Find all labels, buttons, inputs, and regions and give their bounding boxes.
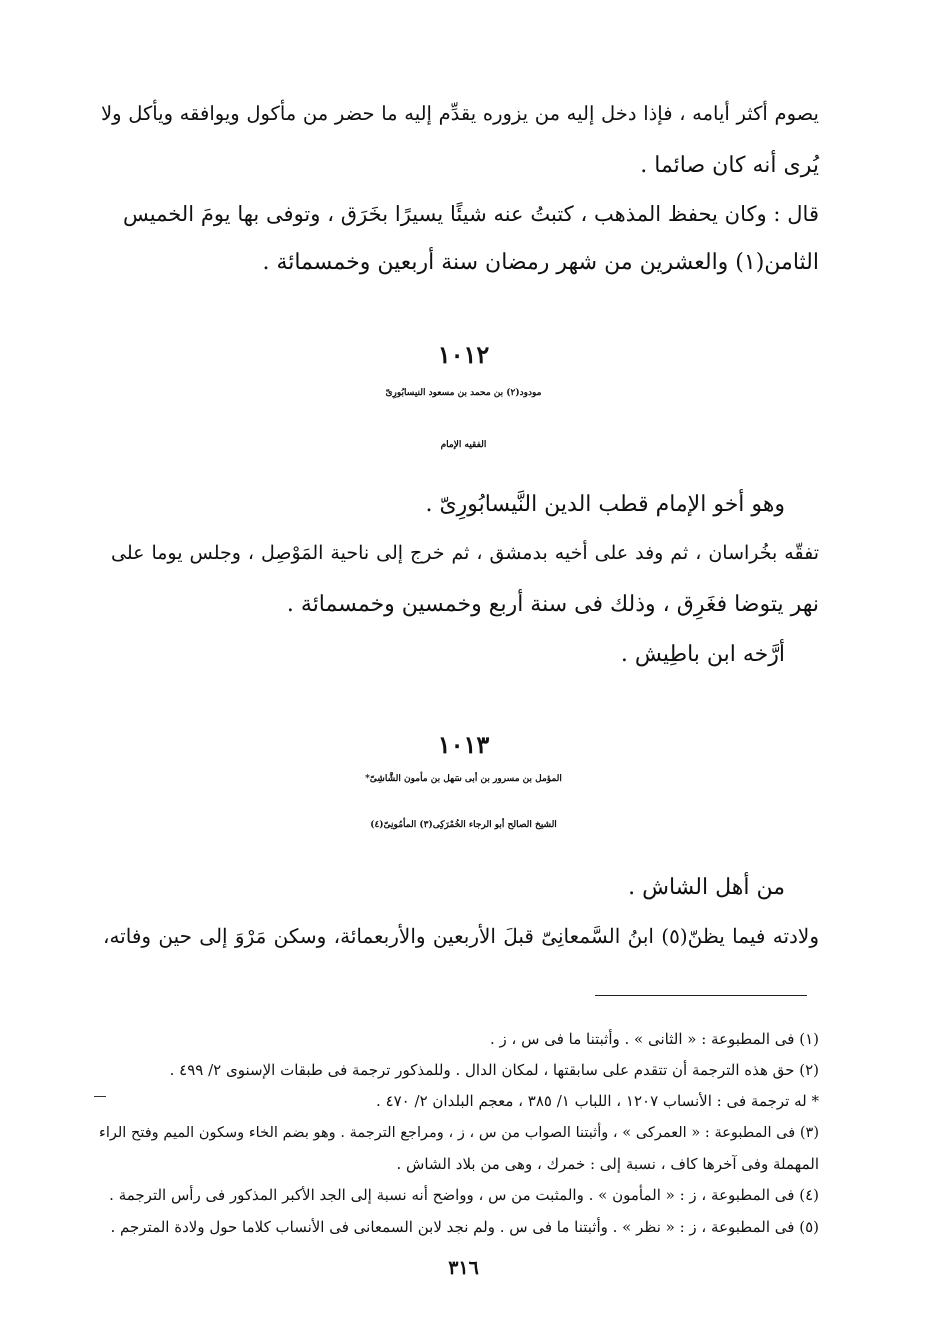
entry-1012-line-2: تفقّه بخُراسان ، ثم وفد على أخيه بدمشق ، ثم خرج إلى ناحية المَوْصِل ، وجلس يوما على [111, 542, 819, 564]
entry-number-1013: ١٠١٣ [437, 730, 490, 759]
footnote-5: (٥) فى المطبوعة ، ز : « نظر » . وأثبتنا ما فى س . ولم نجد لابن السمعانى فى الأنساب كلاما حول ولادة المترجم . [110, 1218, 819, 1236]
entry-subtitle-1012: الفقيه الإمام [440, 440, 487, 450]
entry-1012-line-4: أرَّخه ابن باطِيش . [620, 642, 785, 667]
footnote-1: (١) فى المطبوعة : « الثانى » . وأثبتنا ما فى س ، ز . [489, 1030, 819, 1048]
body-line-4: الثامن(١) والعشرين من شهر رمضان سنة أربعين وخمسمائة . [262, 250, 819, 275]
entry-title-1012: مودود(٢) بن محمد بن مسعود النيسابُورِىّ [385, 388, 542, 398]
footnote-2: (٢) حق هذه الترجمة أن تتقدم على سابقتها ، لمكان الدال . وللمذكور ترجمة فى طبقات الإسنوى ٢/ ٤٩٩ . [169, 1061, 819, 1079]
body-line-3: قال : وكان يحفظ المذهب ، كتبتُ عنه شيئًا يسيرًا بخَرَق ، وتوفى بها يومَ الخميس [123, 202, 819, 226]
entry-title-1013: المؤمل بن مسرور بن أبى سَهل بن مأمون الشَّاشِىّ* [365, 774, 562, 784]
entry-1012-line-1: وهو أخو الإمام قطب الدين النَّيسابُورِىّ . [425, 492, 785, 517]
entry-1013-line-1: من أهل الشاش . [628, 875, 785, 900]
footnote-3-line-1: (٣) فى المطبوعة : « العمركى » ، وأثبتنا الصواب من س ، ز ، ومراجع الترجمة . وهو بضم الخاء وسكون الميم وفتح الراء [99, 1125, 819, 1141]
entry-subtitle-1013: الشيخ الصالح أبو الرجاء الخُمْرَكِى(٣) المأمُونِىّ(٤) [370, 820, 557, 830]
footnote-star: * له ترجمة فى : الأنساب ١٢٠٧ ، اللباب ١/ ٣٨٥ ، معجم البلدان ٢/ ٤٧٠ . [376, 1092, 819, 1110]
footnote-4: (٤) فى المطبوعة ، ز : « المأمون » . والمثبت من س ، وواضح أنه نسبة إلى الجد الأكبر المذكور فى رأس الترجمة . [109, 1186, 819, 1204]
entry-1013-line-2: ولادته فيما يظنّ(٥) ابنُ السَّمعانِىّ قبلَ الأربعين والأربعمائة، وسكن مَرْوَ إلى حين وفاته، [103, 924, 819, 948]
entry-number-1012: ١٠١٢ [437, 340, 490, 369]
body-line-2: يُرى أنه كان صائما . [640, 153, 819, 178]
body-line-1: يصوم أكثر أيامه ، فإذا دخل إليه من يزوره يقدِّم إليه ما حضر من مأكول ويوافقه ويأكل ولا [101, 102, 819, 125]
margin-mark [94, 1096, 106, 1097]
entry-1012-line-3: نهر يتوضا فغَرِق ، وذلك فى سنة أربع وخمسين وخمسمائة . [286, 592, 819, 617]
footnote-3-line-2: المهملة وفى آخرها كاف ، نسبة إلى : خمرك ، وهى من بلاد الشاش . [396, 1155, 819, 1173]
page-number: ٣١٦ [448, 1257, 479, 1279]
footnote-separator [595, 995, 807, 996]
